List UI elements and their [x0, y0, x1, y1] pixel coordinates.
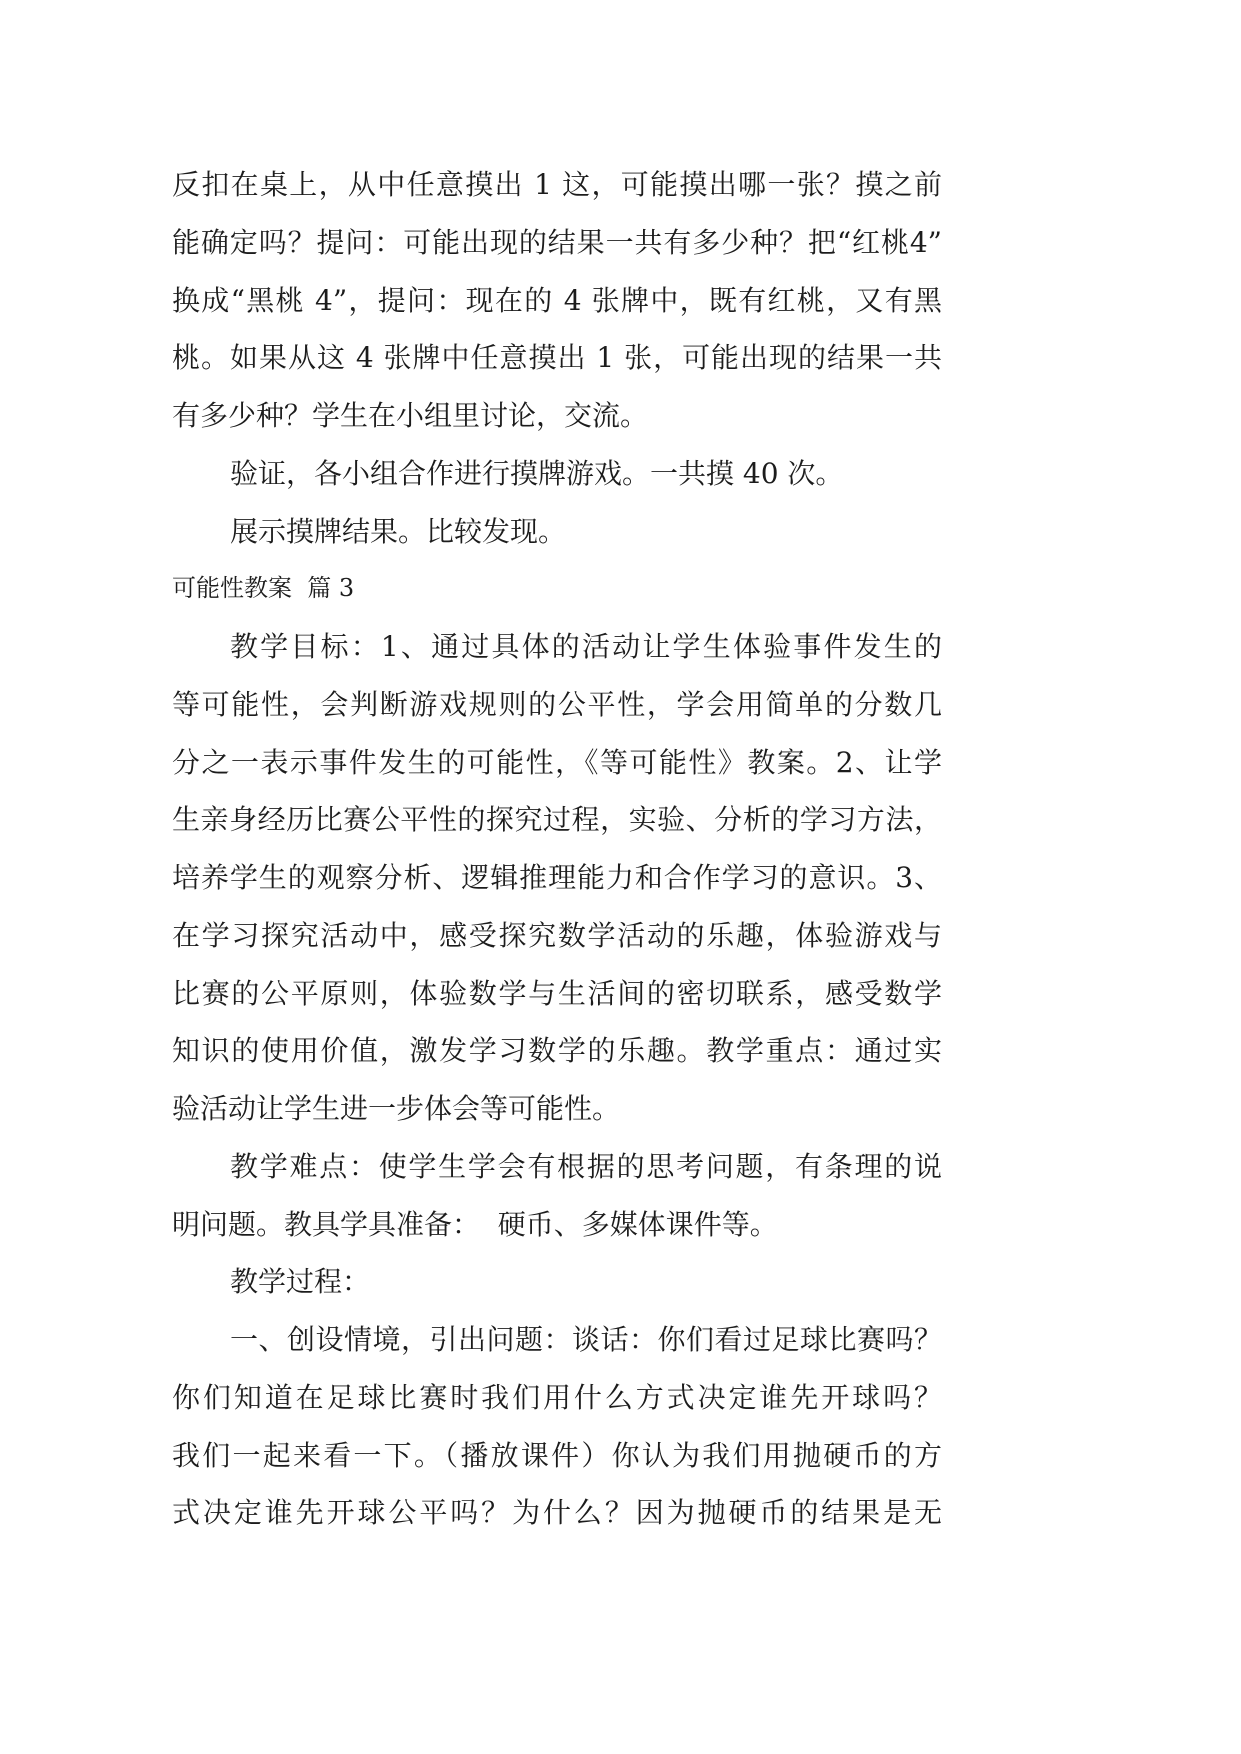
paragraph-line: 式决定谁先开球公平吗？为什么？因为抛硬币的结果是无: [172, 1496, 942, 1530]
paragraph-line: 换成“黑桃 4”，提问：现在的 4 张牌中，既有红桃，又有黑: [172, 283, 942, 317]
paragraph-line: 有多少种？学生在小组里讨论，交流。: [172, 399, 649, 432]
paragraph-line: 等可能性，会判断游戏规则的公平性，学会用简单的分数几: [172, 687, 942, 721]
paragraph-line: 比赛的公平原则，体验数学与生活间的密切联系，感受数学: [172, 976, 942, 1010]
paragraph: [172, 618, 942, 1138]
paragraph-line: 在学习探究活动中，感受探究数学活动的乐趣，体验游戏与: [172, 918, 942, 952]
paragraph-line: 一、创设情境，引出问题：谈话：你们看过足球比赛吗？: [230, 1323, 942, 1356]
paragraph: [172, 503, 942, 561]
paragraph-line: 验证，各小组合作进行摸牌游戏。一共摸 40 次。: [230, 456, 844, 490]
paragraph: [172, 1138, 942, 1254]
paragraph-line: 桃。如果从这 4 张牌中任意摸出 1 张，可能出现的结果一共: [172, 341, 942, 375]
document-page: [172, 156, 942, 1542]
paragraph-line: 我们一起来看一下。（播放课件）你认为我们用抛硬币的方: [172, 1438, 942, 1472]
paragraph-line: 培养学生的观察分析、逻辑推理能力和合作学习的意识。3、: [172, 861, 942, 894]
paragraph: [172, 445, 942, 503]
paragraph: [172, 1311, 942, 1542]
paragraph: [172, 156, 942, 445]
paragraph-line: 知识的使用价值，激发学习数学的乐趣。教学重点：通过实: [172, 1034, 942, 1068]
paragraph-line: 你们知道在足球比赛时我们用什么方式决定谁先开球吗？: [172, 1380, 942, 1414]
paragraph-line: 生亲身经历比赛公平性的探究过程，实验、分析的学习方法，: [172, 803, 942, 837]
section-heading: 可能性教案 篇 3: [172, 574, 355, 603]
paragraph-line: 教学难点：使学生学会有根据的思考问题，有条理的说: [230, 1149, 942, 1183]
paragraph-line: 教学目标：1、通过具体的活动让学生体验事件发生的: [230, 630, 942, 663]
paragraph-line: 验活动让学生进一步体会等可能性。: [172, 1092, 621, 1125]
paragraph-line: 明问题。教具学具准备： 硬币、多媒体课件等。: [172, 1207, 778, 1241]
paragraph-line: 教学过程：: [230, 1265, 371, 1299]
paragraph-line: 分之一表示事件发生的可能性，《等可能性》教案。2、让学: [172, 745, 942, 779]
paragraph-line: 反扣在桌上，从中任意摸出 1 这，可能摸出哪一张？摸之前: [172, 168, 942, 201]
paragraph-line: 能确定吗？提问：可能出现的结果一共有多少种？把“红桃4”: [172, 225, 942, 259]
paragraph-line: 展示摸牌结果。比较发现。: [230, 514, 567, 548]
paragraph: [172, 1253, 942, 1311]
